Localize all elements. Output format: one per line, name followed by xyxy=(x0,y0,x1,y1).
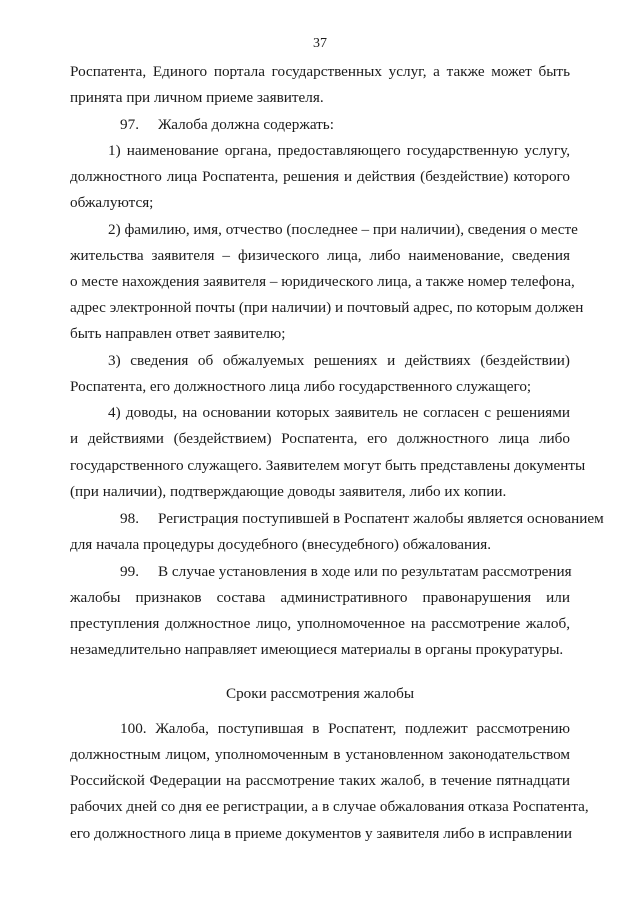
text-line: обжалуются; xyxy=(70,194,154,211)
text-line: о месте нахождения заявителя – юридического лица, а также номер телефона, xyxy=(70,273,575,290)
text-line: 97. Жалоба должна содержать: xyxy=(120,116,334,133)
text-line: преступления должностное лицо, уполномоченное на рассмотрение жалоб, xyxy=(70,615,570,632)
text-line: 4) доводы, на основании которых заявитель не согласен с решениями xyxy=(108,404,570,421)
text-line: государственного служащего. Заявителем могут быть представлены документы xyxy=(70,457,586,474)
text-line: 98. Регистрация поступившей в Роспатент жалобы является основанием xyxy=(120,510,604,527)
text-line: 1) наименование органа, предоставляющего государственную услугу, xyxy=(108,142,570,159)
text-line: адрес электронной почты (при наличии) и почтовый адрес, по которым должен xyxy=(70,299,584,316)
text-line: Российской Федерации на рассмотрение таких жалоб, в течение пятнадцати xyxy=(70,772,570,789)
text-line: рабочих дней со дня ее регистрации, а в случае обжалования отказа Роспатента, xyxy=(70,798,589,815)
text-line: его должностного лица в приеме документов у заявителя либо в исправлении xyxy=(70,825,573,842)
text-line: (при наличии), подтверждающие доводы заявителя, либо их копии. xyxy=(70,483,507,500)
text-line: должностного лица Роспатента, решения и действия (бездействие) которого xyxy=(70,168,570,185)
text-line: 100. Жалоба, поступившая в Роспатент, подлежит рассмотрению xyxy=(120,720,570,737)
text-line: жалобы признаков состава административного правонарушения или xyxy=(70,589,570,606)
text-line: жительства заявителя – физического лица, либо наименование, сведения xyxy=(70,247,570,264)
page-number: 37 xyxy=(313,36,327,51)
text-line: и действиями (бездействием) Роспатента, его должностного лица либо xyxy=(70,430,570,447)
text-line: 2) фамилию, имя, отчество (последнее – при наличии), сведения о месте xyxy=(108,221,578,238)
text-line: Роспатента, Единого портала государственных услуг, а также может быть xyxy=(70,63,570,80)
section-heading: Сроки рассмотрения жалобы xyxy=(225,685,415,702)
text-line: быть направлен ответ заявителю; xyxy=(70,325,286,342)
text-line: должностным лицом, уполномоченным в установленном законодательством xyxy=(70,746,570,763)
text-line: 3) сведения об обжалуемых решениях и действиях (бездействии) xyxy=(108,352,570,369)
text-line: для начала процедуры досудебного (внесудебного) обжалования. xyxy=(70,536,492,553)
text-line: 99. В случае установления в ходе или по результатам рассмотрения xyxy=(120,563,572,580)
text-line: Роспатента, его должностного лица либо государственного служащего; xyxy=(70,378,532,395)
text-line: незамедлительно направляет имеющиеся материалы в органы прокуратуры. xyxy=(70,641,564,658)
text-line: принята при личном приеме заявителя. xyxy=(70,89,324,106)
